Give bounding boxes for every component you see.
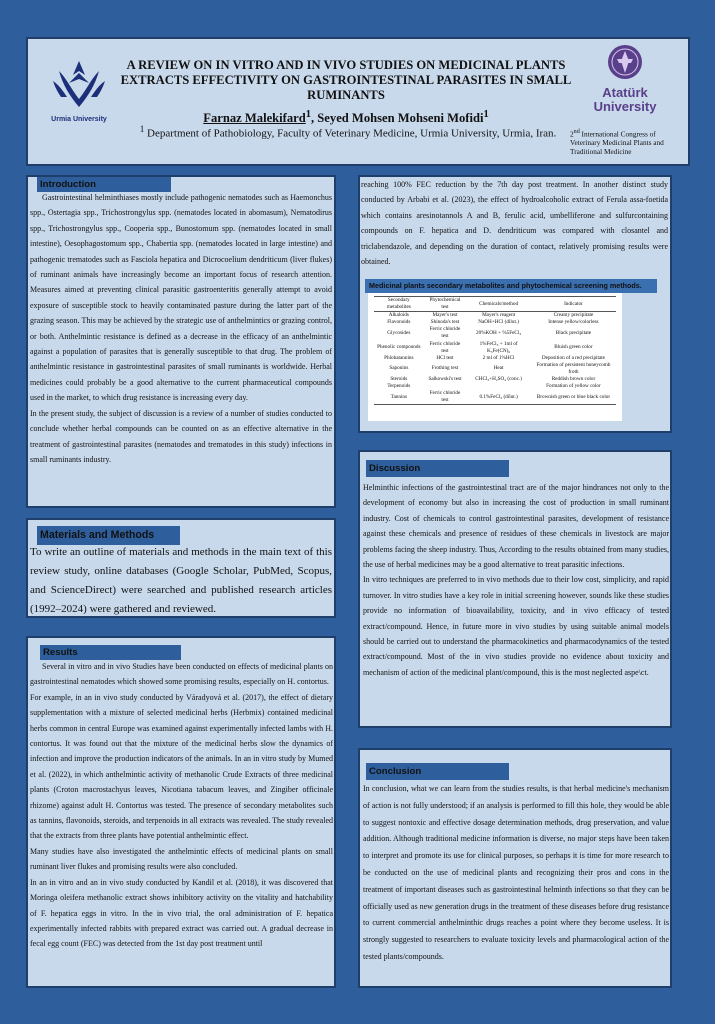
metabolites-table [368,293,622,421]
table-row [374,341,616,355]
introduction-p2: In the present study, the subject of discussion is a review of a number of studies conducted to conclude whether herbal compounds can be counted on as an effective alternative in the treatment of gastrointestinal parasites (nematodes and trematodes in this study) infections in small ruminants industry. [30,408,332,464]
table-cell: NaOH+HCl (dilut.) [478,319,519,326]
table-cell: Formation of persistent honeycomb froth [536,361,611,375]
table-cell: Saponins [389,365,409,372]
table-cell [424,383,467,390]
author-1: Farnaz Malekifard [203,111,306,126]
table-cell: Deposition of a red precipitate [541,354,605,361]
table-cell: Black precipitate [555,329,592,336]
table-cell: Ferric chloride test [429,326,461,340]
table-cell: 1%FeCl₃ + 1ml of K₃Fe(CN)₆ [479,340,518,354]
table-cell: Tannins [390,393,407,400]
table-row [374,362,616,376]
table-cell: Brownish green or blue black color [536,393,611,400]
table-cell: Ferric chloride test [429,390,461,404]
author-1-sup: 1 [305,109,311,120]
table-cell: Reddish brown color [551,376,596,383]
congress-sup: nd [573,129,580,135]
affiliation [108,124,588,140]
congress-name [570,128,682,156]
discussion-p1: Helminthic infections of the gastrointestinal tract are of the major hindrances not only to the development of economy but also in increasing the cost of production in small ruminant industry. Cost of chemicals to control gastrointestinal parasites, development of resistance against these chemicals and presence of residues of these chemicals in livestock are major problems facing the sheep industry. Thus, According to the results obtained from many studies, the use of herbal medicines may be a good alternative to treat parasitic infections. [363,483,669,570]
poster-title: A REVIEW ON IN VITRO AND IN VIVO STUDIES ON MEDICINAL PLANTS EXTRACTS EFFECTIVITY ON GASTROINTESTINAL PARASITES IN SMALL RUMINANTS [120,58,572,102]
results-text [30,659,333,952]
congress-text: International Congress of Veterinary Medicinal Plants and Traditional Medicine [570,129,664,157]
methods-heading: Materials and Methods [37,526,180,545]
table-cell: Formation of yellow color [546,383,601,390]
table-header-cell: Secondary metabolites [374,297,424,312]
discussion-heading: Discussion [366,460,509,477]
table-cell: 2 ml of 1%HCl [482,354,515,361]
table-cell: Phenolic compounds [377,344,421,351]
table-cell [466,383,531,390]
results-p2: For example, in an in vivo study conducted by Váradyová et al. (2017), the effect of dietary supplementation with a mixture of selected medicinal herbs (Herbmix) contained medicinal herbs common in central Europe was examined against experimentally infected lambs with H. contortus. It was found out that the mixture of the medicinal herbs slow the dynamics of infection and improve the production indicators of the animals. In an in vitro study by Mumed et al. (2022), in which anthelmintic activity of methanolic Crude Extracts of three medicinal plants (Croton macrostachyus leaves, Nicotiana tabacum leaves, and Zingiber officinale rhizome) against adult H. Contortus was tested. The presence of secondary metabolites such as tannins, flavonoids, steroids, and terpenoids in all extracts was revealed. The study revealed that the extracts from three plants have potential anthelmintic effect. [30,692,333,841]
table-cell: Shinoda's test [430,319,460,326]
table-header-cell: Chemicals/method [466,297,531,312]
table-cell: Ferric chloride test [429,340,461,354]
table-cell: Terpenoids [387,383,411,390]
introduction-p1: Gastrointestinal helminthiases mostly include pathogenic nematodes such as Haemonchus spp., Ostertagia spp., Trichostrongylus spp. (nematodes located in abomasum), Nematodirus spp., Trichostrongylus spp., Cooperia spp., Bunostomum spp. (nematodes located in small intestine), Oesophagostomum spp., Chabertia spp. (nematodes located in large intestine) and pathogenic trematodes such as Fasciola hepatica and Dicrocoelium dendriticum (liver flukes) of ruminant animals have increasingly become an important focus of research attention. Measures aimed at preventing clinical parasitic gastroenteritis generally attempt to avoid exposure of susceptible stock to heavily contaminated pasture during the latter part of the grazing season. This may be achieved by the strategic use of anthelmintics or grazing control, or both. Anthelmintic resistance is defined as a decrease in the efficacy of an anthelmintic against a population of parasites that is generally susceptible to that drug. The problem of anthelmintic resistance in gastrointestinal parasites of small ruminants is worldwide. Herbal medicines could probably be a good alternative to the current pharmaceutical compounds used in the market, to which drug resistance is increasing every day. [30,193,332,403]
affiliation-text: Department of Pathobiology, Faculty of Veterinary Medicine, Urmia University, Urmia, Iran. [144,127,557,140]
table-cell: Frothing test [431,365,459,372]
table-cell: Mayer's test [432,312,458,319]
table-cell: CHCl₃+H₂SO₄ (conc.) [475,376,522,383]
urmia-university-logo [44,59,114,123]
table-title: Medicinal plants secondary metabolites and phytochemical screening methods. [365,279,657,293]
table-header-cell: Indicator [531,297,616,312]
table-row [374,390,616,405]
ataturk-emblem-icon [605,43,645,81]
table-row [374,326,616,340]
affiliation-sup: 1 [139,124,145,134]
conclusion-heading: Conclusion [366,763,509,780]
conclusion-text: In conclusion, what we can learn from the studies results, is that herbal medicine's mechanism of action is not fully understood; if an analysis is performed to fill this hole, they would be able to suggest nontoxic and effective dosage determination methods, drug preservation, and value addition. Although traditional medicine information is diverse, no major steps have been taken to interpret and promote its use for clinical purposes, so perhaps it is time for more research to be conducted on the use of medicinal plants and recognizing their pros and cons in the treatment of important diseases such as gastrointestinal helminth infections so that they can be officially used as new generation drugs in the treatment of these diseases before drug resistance to current commercial anthelminthic drugs reaches a point where they become useless. It is strongly suggested to researchers to evaluate toxicity levels and pharmacological action of the tested plants/compounds. [363,784,669,961]
author-2: Seyed Mohsen Mohseni Mofidi [317,111,484,126]
table-cell: 20%KOH + %5FeCl₃ [476,329,522,336]
table-cell: Flavonoids [387,319,411,326]
urmia-emblem-icon [49,59,109,111]
introduction-text [30,190,332,467]
table-cell: Creamy precipitate [553,312,594,319]
table-cell: 0.1%FeCl₃ (dilut.) [479,393,518,400]
table-header-row [374,297,616,312]
header-panel [26,37,690,166]
table-cell: Intense yellow/colorless [548,319,599,326]
table-cell: Heat [493,365,504,372]
table-cell: HCl test [436,354,454,361]
ataturk-logo-text: Atatürk University [593,85,657,114]
results-continued-text: reaching 100% FEC reduction by the 7th day post treatment. In another distinct study conducted by Arbabi et al. (2023), the effect of hydroalcoholic extract of Ferula assa-foetida which contains aresinotannols A and B, ferulic acid, umbelliferone and sulfurcontaining compounds on F. hepatica and D. dendriticum was compared with closantel and triclabendazole, and depending on the duration of contact, relatively promising results were obtained. [361,180,668,267]
results-p1: Several in vitro and in vivo Studies have been conducted on effects of medicinal plants on gastrointestinal nematodes which showed some promising results, especially on H. contortus. [30,662,333,687]
author-2-sup: 1 [483,109,489,120]
results-heading: Results [40,645,181,660]
table-cell: Steroids [390,376,408,383]
results-p3: Many studies have also investigated the anthelmintic effects of medicinal plants on small ruminant liver flukes and promising results were also concluded. [30,846,333,872]
congress-number: 2 [570,129,574,139]
table-cell: Bluish green color [554,344,593,351]
results-p4: In an in vitro and an in vivo study conducted by Kandil et al. (2018), it was discovered that Moringa oleifera methanolic extract shows inhibitory activity on the vitality and hatchability of F. hepatica eggs in vitro. In the in vivo trial, the oral administration of F. hepatica experimentally infected rabbits with prepared extract was carried out. A gradual decrease in fecal egg count (FEC) was detected from the 1st day post treatment until [30,877,333,949]
table-row [374,383,616,390]
table-header-cell: Phytochemical test [424,297,467,312]
author-separator: , [311,111,318,126]
table-cell: Phlobatannins [384,354,414,361]
methods-text: To write an outline of materials and methods in the main text of this review study, online databases (Google Scholar, PubMed, Scopus, and ScienceDirect) were searched and published research articles (1992–2024) were gathered and reviewed. [30,546,332,615]
table-cell: Mayer's reagent [482,312,516,319]
table-cell: Salkowski's test [428,376,462,383]
table-cell: Alkaloids [388,312,409,319]
introduction-heading: Introduction [37,177,171,192]
metabolites-table-grid [374,296,616,405]
table-row [374,355,616,362]
discussion-p2: In vitro techniques are preferred to in vivo methods due to their low cost, simplicity, and rapid turnover. In vitro studies have a key role in initial screening however, sounds like these studies provide no information of bioavailability, toxicity, and in vivo efficacy of tested extract/compound. Hence, in future more in vivo studies by using suitable animal models should be carried out to understand the pharmacokinetics and pharmacodynamics of the tested extract/compound. Most of the in vivo studies provide no evidence about toxicity and mechanism of action of the medicinal plant/compound, this is the most neglected aspe\ct. [363,575,669,677]
table-cell: Glycosides [387,329,411,336]
urmia-logo-text: Urmia University [51,116,107,123]
discussion-text [363,480,669,680]
ataturk-university-logo [590,43,660,114]
table-row [374,319,616,326]
